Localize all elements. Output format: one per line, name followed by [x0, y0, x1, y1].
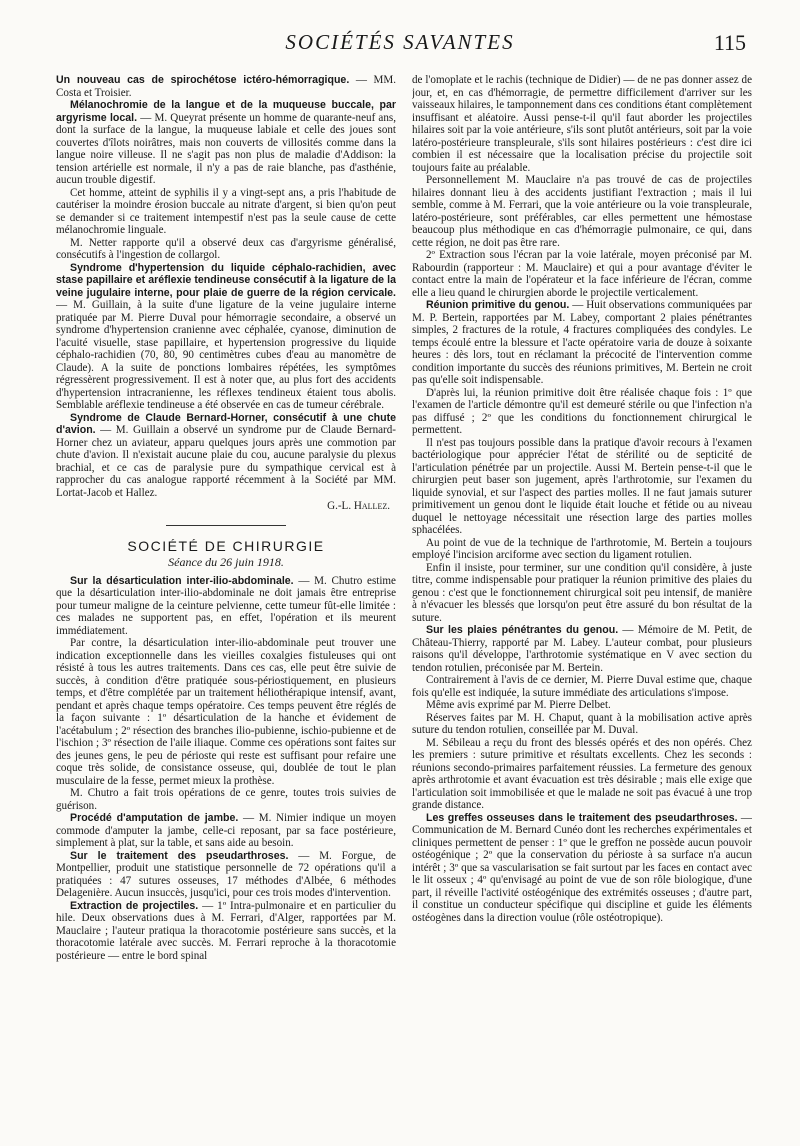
paragraph [56, 850, 396, 900]
article-title: Extraction de projectiles. [70, 899, 199, 912]
paragraph: Au point de vue de la technique de l'arthrotomie, M. Bertein a toujours employé l'incision arciforme avec section du ligament rotulien. [412, 536, 752, 561]
page-header [0, 30, 800, 70]
paragraph: de l'omoplate et le rachis (technique de Didier) — de ne pas donner assez de jour, et, en cas d'hémorragie, de permettre difficilement d'arriver sur les vaisseaux hilaires, le tamponnement dans ces conditions étant complètement insuffisant et aléatoire. Aussi pense-t-il qu'il faut aborder les projectiles hilaires soit par la voie antérieure, s'ils sont plutôt antérieurs, soit par la voie latéro-postérieure transpleurale, s'ils sont hilaires postérieurs : c'est dire ici combien il est nécessaire que la localisation précise du projectile soit toujours faite au préalable. [412, 74, 752, 174]
article-title: Syndrome d'hypertension du liquide céphalo-rachidien, avec stase papillaire et aréflexie tendineuse consécutif à la ligature de la veine jugulaire interne, pour plaie de guerre de la région cervicale. [56, 261, 396, 299]
paragraph-text: — M. Guillain, à la suite d'une ligature de la veine jugulaire interne pratiquée par M. Pierre Duval pour hémorragie secondaire, a observé un syndrome d'hypertension cranienne avec céphalée, cyanose, diminution de l'acuité visuelle, stase papillaire, et hypertension progressive du liquide céphalo-rachidien (70, 80, 90 centimètres cubes d'eau au manomètre de Claude). A la suite de ponctions lombaires répétées, les symptômes régressèrent progressivement. Il est à noter que, au plus fort des accidents d'hypertension intracranienne, les réflexes tendineux étaient tous abolis. Semblable aréflexie tendineuse a été observée en cas de tumeur cérébrale. [56, 299, 396, 411]
paragraph: D'après lui, la réunion primitive doit être réalisée chaque fois : 1º que l'examen de l'article démontre qu'il est demeuré stérile ou que l'infection n'a pas diffusé ; 2º que les conditions du fonctionnement chirurgical le permettent. [412, 386, 752, 436]
paragraph-text: — 1º Intra-pulmonaire et en particulier du hile. Deux observations dues à M. Ferrari, d'Alger, rapportées par M. Mauclaire ; l'auteur pratiqua la thoracotomie postérieure sans succès, et la thoracotomie latérale avec succès. M. Ferrari reproche à la thoracotomie postérieure — entre le bord spinal [56, 899, 396, 962]
paragraph: Il n'est pas toujours possible dans la pratique d'avoir recours à l'examen bactériologique pour apprécier l'état de stérilité ou de septicité de l'articulation pénétrée par un projectile. Aussi M. Bertein pense-t-il que le chirurgien peut baser son jugement, après l'arthrotomie, sur l'examen du liquide synovial, et sur l'aspect des parties molles. Il ne faut jamais suturer primitivement un genou dont le liquide était louche et fétide ou au niveau duquel le nettoyage nécessitait une résection large des parties molles sphacélées. [412, 436, 752, 536]
paragraph [56, 812, 396, 850]
article-title: Procédé d'amputation de jambe. [70, 812, 239, 824]
paragraph: Même avis exprimé par M. Pierre Delbet. [426, 699, 611, 711]
paragraph [412, 299, 752, 387]
left-column [56, 74, 396, 1134]
paragraph: Réserves faites par M. H. Chaput, quant à la mobilisation active après suture du tendon rotulien, conseillée par M. Duval. [412, 711, 752, 736]
article-title: Un nouveau cas de spirochétose ictéro-hémorragique. [56, 74, 350, 86]
section-title: SOCIÉTÉ DE CHIRURGIE [127, 537, 325, 554]
paragraph [56, 900, 396, 963]
session-date: Séance du 26 juin 1918. [168, 555, 284, 569]
running-title: SOCIÉTÉS SAVANTES [285, 30, 515, 54]
article-title: Sur la désarticulation inter-ilio-abdominale. [70, 574, 294, 587]
article-title: Les greffes osseuses dans le traitement des pseudarthroses. [426, 811, 738, 824]
paragraph: M. Chutro a fait trois opérations de ce genre, toutes trois suivies de guérison. [56, 787, 396, 812]
paragraph-text: — M. Guillain a observé un syndrome pur de Claude Bernard-Horner chez un aviateur, apparu quelques jours après une commotion par chute d'avion. Il n'existait aucune plaie du cou, aucune paralysie du plexus brachial, et ce cas de paralysie pure du sympathique cervical est à rapprocher du cas analogue rapporté récemment à la Société par MM. Lortat-Jacob et Hallez. [56, 424, 396, 499]
article-title: Syndrome de Claude Bernard-Horner, consécutif à une chute d'avion. [56, 411, 396, 436]
paragraph [56, 74, 396, 99]
paragraph-text: — Mémoire de M. Petit, de Château-Thierry, rapporté par M. Labey. L'auteur combat, pour plusieurs raisons qu'il développe, l'arthrotomie systématique en V avec section du tendon rotulien, préconisée par M. Bertein. [412, 624, 752, 674]
section-divider [166, 525, 286, 526]
paragraph [56, 412, 396, 500]
article-title: Mélanochromie de la langue et de la muqueuse buccale, par argyrisme local. [56, 99, 396, 124]
page-number: 115 [713, 30, 746, 55]
paragraph-text: — Huit observations communiquées par M. P. Bertein, rapportées par M. Labey, comportant 2 plaies pénétrantes simples, 2 fractures de la rotule, 4 fractures compliquées des condyles. Le temps écoulé entre la blessure et l'acte opératoire varia de douze à soixante heures : dès lors, tout en réclamant la précocité de l'intervention comme condition importante du succès des réunions primitives, M. Bertein ne croit pas qu'elle soit indispensable. [412, 299, 752, 386]
article-title: Sur le traitement des pseudarthroses. [70, 849, 289, 862]
paragraph-text: — M. Queyrat présente un homme de quarante-neuf ans, dont la surface de la langue, la muqueuse labiale et celle des joues sont couvertes d'îlots noirâtres, mais non couverts de villosités comme dans la langue noire villeuse. Il ne s'agit pas non plus de maladie d'Addison: la tension artérielle est normale, il n'y a pas de raie blanche, pas d'asthénie, aucun trouble digestif. [56, 111, 396, 186]
paragraph [412, 624, 752, 674]
paragraph [56, 99, 396, 187]
paragraph: M. Sébileau a reçu du front des blessés opérés et des non opérés. Chez les premiers : suture primitive et résultats excellents. Chez les seconds : réunions secondo-primaires parfaitement réussies. La fermeture des genoux après arthrotomie et avant évacuation est très désirable ; mais elle exige que l'articulation soit immobilisée et que le malade ne soit pas évacué à une trop grande distance. [412, 736, 752, 811]
paragraph-text: — M. Chutro estime que la désarticulation inter-ilio-abdominale ne doit jamais être entreprise pour tumeur maligne de la ceinture pelvienne, cette tumeur fût-elle limitée : ces malades ne supportent pas, en effet, l'opération et ils meurent immédiatement. [56, 574, 396, 637]
article-title: Sur les plaies pénétrantes du genou. [426, 624, 619, 636]
paragraph: Cet homme, atteint de syphilis il y a vingt-sept ans, a pris l'habitude de cautériser la moindre érosion buccale au nitrate d'argent, si bien qu'on peut se demander si ce traitement intempestif n'est pas la seule cause de cette mélanochromie linguale. [56, 186, 396, 236]
paragraph: Par contre, la désarticulation inter-ilio-abdominale peut trouver une indication exceptionnelle dans les vieilles coxalgies fistuleuses qui ont résisté à tous les autres traitements. Dans ces cas, elle peut être suivie de succès, à condition d'être pratiquée sous-périostiquement, en plusieurs temps, et d'être complétée par un traitement héliothérapique intensif, avant, pendant et après chaque temps opératoire. Ces temps peuvent être réglés de la façon suivante : 1º désarticulation de la hanche et évidement de l'acétabulum ; 2º résection des branches ilio-pubienne, ischio-pubienne et de l'ischion ; 3º résection de l'aile iliaque. Comme ces opérations sont faites sur des jeunes gens, le peu de périoste qui reste est suffisant pour refaire une coque très solide, de consistance osseuse, qui, doublée de tout le plan musculaire de la fesse, permet mieux la prothèse. [56, 637, 396, 787]
paragraph [56, 575, 396, 638]
paragraph [56, 262, 396, 412]
signature: G.-L. Hallez. [327, 500, 390, 512]
right-column [412, 74, 752, 1134]
paragraph: Personnellement M. Mauclaire n'a pas trouvé de cas de projectiles hilaires donnant lieu à des accidents justifiant l'extraction ; mais il lui semble, comme à M. Ferrari, que la voie antérieure ou la voie transpleurale, latéro-postérieure, sont préférables, car elles permettent une hémostase beaucoup plus méthodique en cas d'hémorragie pulmonaire, ce qui, dans cette région, ne doit pas être rare. [412, 174, 752, 249]
paragraph: Contrairement à l'avis de ce dernier, M. Pierre Duval estime que, chaque fois qu'elle est indiquée, la suture immédiate des articulations s'impose. [412, 674, 752, 699]
paragraph-text: — M. Nimier indique un moyen commode d'amputer la jambe, celle-ci reposant, par sa face postérieure, simplement à plat, sur la table, et sans aide au besoin. [56, 812, 396, 849]
paragraph-text: — M. Forgue, de Montpellier, produit une statistique personnelle de 72 opérations qu'il a pratiquées : 47 sutures osseuses, 17 méthodes d'Albée, 6 méthodes Delagenière. Aucun insuccès, jusqu'ici, pour ces trois modes d'intervention. [56, 849, 396, 899]
paragraph: M. Netter rapporte qu'il a observé deux cas d'argyrisme généralisé, consécutifs à l'ingestion de collargol. [56, 236, 396, 261]
article-title: Réunion primitive du genou. [426, 299, 570, 311]
paragraph: 2º Extraction sous l'écran par la voie latérale, moyen préconisé par M. Rabourdin (rapporteur : M. Mauclaire) et qui a pour avantage d'éviter le contact entre la main de l'opérateur et la face inférieure de l'écran, comme elle a lieu quand le chirurgien aborde le projectile verticalement. [412, 249, 752, 299]
paragraph [412, 812, 752, 925]
paragraph-text: — Communication de M. Bernard Cunéo dont les recherches expérimentales et cliniques permettent de penser : 1º que le greffon ne possède aucun pouvoir ostéogénique ; 2º que la conservation du périoste à sa surface n'a aucun intérêt ; 3º que sa vascularisation se fait surtout par les faces en contact avec le lit osseux ; 4º qu'envisagé au point de vue de son rôle biologique, d'une part, il réveille l'activité ostéogénique des extrémités osseuses ; d'autre part, il constitue un conducteur spécifique qui discipline et guide les éléments ostéogènes dans la direction voulue (rôle ostéotropique). [412, 811, 752, 924]
paragraph: Enfin il insiste, pour terminer, sur une condition qu'il considère, à juste titre, comme indispensable pour pratiquer la réunion primitive des plaies du genou : c'est que le fonctionnement chirurgical soit peu intensif, de manière à n'évacuer les blessés que lorsqu'on peut être assuré du bon résultat de la suture. [412, 561, 752, 624]
paragraph-text: — MM. Costa et Troisier. [56, 74, 396, 99]
